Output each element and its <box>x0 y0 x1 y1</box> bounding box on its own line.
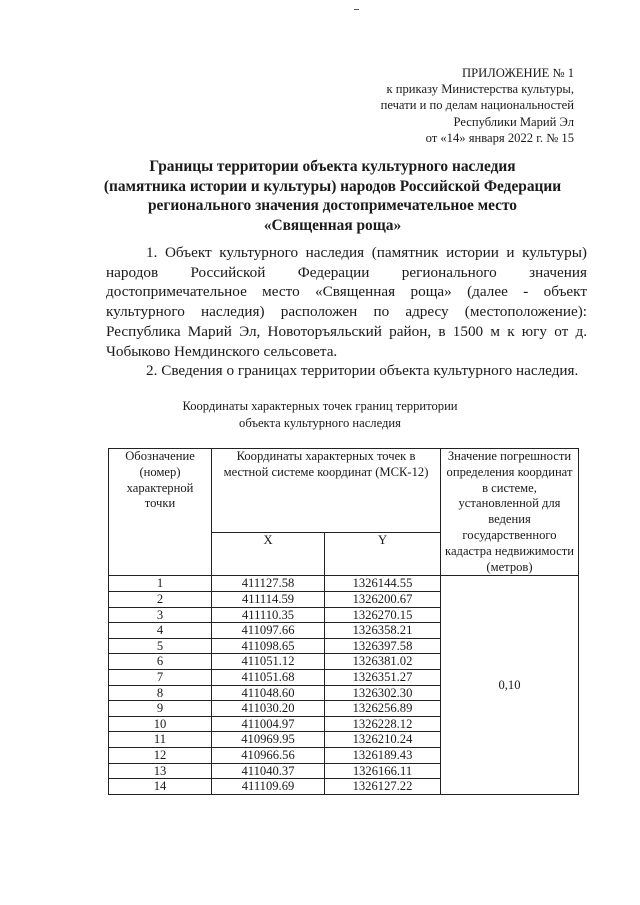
appendix-title: ПРИЛОЖЕНИЕ № 1 <box>462 66 574 80</box>
y-coordinate-cell: 1326358.21 <box>325 623 441 639</box>
coordinates-table <box>108 448 579 795</box>
y-coordinate-cell: 1326144.55 <box>325 576 441 592</box>
y-coordinate-cell: 1326397.58 <box>325 638 441 654</box>
x-coordinate-cell: 411109.69 <box>212 779 325 795</box>
y-coordinate-cell: 1326166.11 <box>325 763 441 779</box>
y-coordinate-cell: 1326302.30 <box>325 685 441 701</box>
x-coordinate-cell: 411051.12 <box>212 654 325 670</box>
x-coordinate-cell: 411114.59 <box>212 591 325 607</box>
header-x: X <box>212 533 325 576</box>
point-number-cell: 13 <box>109 763 212 779</box>
header-y: Y <box>325 533 441 576</box>
document-title <box>60 157 605 235</box>
appendix-header <box>314 65 574 146</box>
point-number-cell: 2 <box>109 591 212 607</box>
point-number-cell: 14 <box>109 779 212 795</box>
y-coordinate-cell: 1326270.15 <box>325 607 441 623</box>
appendix-ministry-line: печати и по делам национальностей <box>380 98 574 113</box>
point-number-cell: 3 <box>109 607 212 623</box>
x-coordinate-cell: 411098.65 <box>212 638 325 654</box>
point-number-cell: 1 <box>109 576 212 592</box>
y-coordinate-cell: 1326210.24 <box>325 732 441 748</box>
body-text <box>106 243 587 381</box>
scan-mark <box>354 9 359 10</box>
y-coordinate-cell: 1326228.12 <box>325 716 441 732</box>
x-coordinate-cell: 411110.35 <box>212 607 325 623</box>
point-number-cell: 12 <box>109 747 212 763</box>
x-coordinate-cell: 411127.58 <box>212 576 325 592</box>
point-number-cell: 10 <box>109 716 212 732</box>
title-line-1: Границы территории объекта культурного наследия <box>149 158 516 175</box>
point-number-cell: 6 <box>109 654 212 670</box>
title-line-2: (памятника истории и культуры) народов Российской Федерации <box>103 177 562 195</box>
x-coordinate-cell: 411040.37 <box>212 763 325 779</box>
table-caption-line-2: объекта культурного наследия <box>239 415 401 430</box>
x-coordinate-cell: 411097.66 <box>212 623 325 639</box>
title-line-4: «Священная роща» <box>263 216 402 234</box>
y-coordinate-cell: 1326200.67 <box>325 591 441 607</box>
x-coordinate-cell: 411051.68 <box>212 669 325 685</box>
point-number-cell: 4 <box>109 623 212 639</box>
title-line-3: регионального значения достопримечательное место <box>147 197 518 214</box>
table-caption-line-1: Координаты характерных точек границ территории <box>182 399 458 413</box>
header-coordinates: Координаты характерных точек в местной системе координат (МСК-12) <box>212 449 441 533</box>
y-coordinate-cell: 1326351.27 <box>325 669 441 685</box>
x-coordinate-cell: 411048.60 <box>212 685 325 701</box>
point-number-cell: 11 <box>109 732 212 748</box>
paragraph-2: 2. Сведения о границах территории объекта культурного наследия. <box>146 362 579 380</box>
x-coordinate-cell: 410966.56 <box>212 747 325 763</box>
appendix-republic-line: Республики Марий Эл <box>453 114 574 129</box>
table-row <box>109 576 579 592</box>
point-number-cell: 8 <box>109 685 212 701</box>
y-coordinate-cell: 1326381.02 <box>325 654 441 670</box>
point-number-cell: 9 <box>109 701 212 717</box>
appendix-date-line: от «14» января 2022 г. № 15 <box>425 130 574 145</box>
x-coordinate-cell: 411004.97 <box>212 716 325 732</box>
y-coordinate-cell: 1326127.22 <box>325 779 441 795</box>
paragraph-1: 1. Объект культурного наследия (памятник истории и культуры) народов Российской Федерации регионального значения достопримечательное место «Священная роща» (далее - объект культурного наследия) расположен по адресу (местоположение): Республика Марий Эл, Новоторъяльский район, в 1500 м к югу от д. Чобыково Немдинского сельсовета. <box>106 244 587 360</box>
header-point-number: Обозначение (номер) характерной точки <box>109 449 212 576</box>
header-error: Значение погрешности определения координат в системе, установленной для ведения государственного кадастра недвижимости (метров) <box>441 449 579 576</box>
x-coordinate-cell: 410969.95 <box>212 732 325 748</box>
point-number-cell: 5 <box>109 638 212 654</box>
error-value-cell: 0,10 <box>441 576 579 794</box>
y-coordinate-cell: 1326189.43 <box>325 747 441 763</box>
appendix-order-line: к приказу Министерства культуры, <box>386 82 574 97</box>
point-number-cell: 7 <box>109 669 212 685</box>
table-caption <box>100 398 540 431</box>
coordinates-table-body <box>109 576 579 794</box>
y-coordinate-cell: 1326256.89 <box>325 701 441 717</box>
x-coordinate-cell: 411030.20 <box>212 701 325 717</box>
